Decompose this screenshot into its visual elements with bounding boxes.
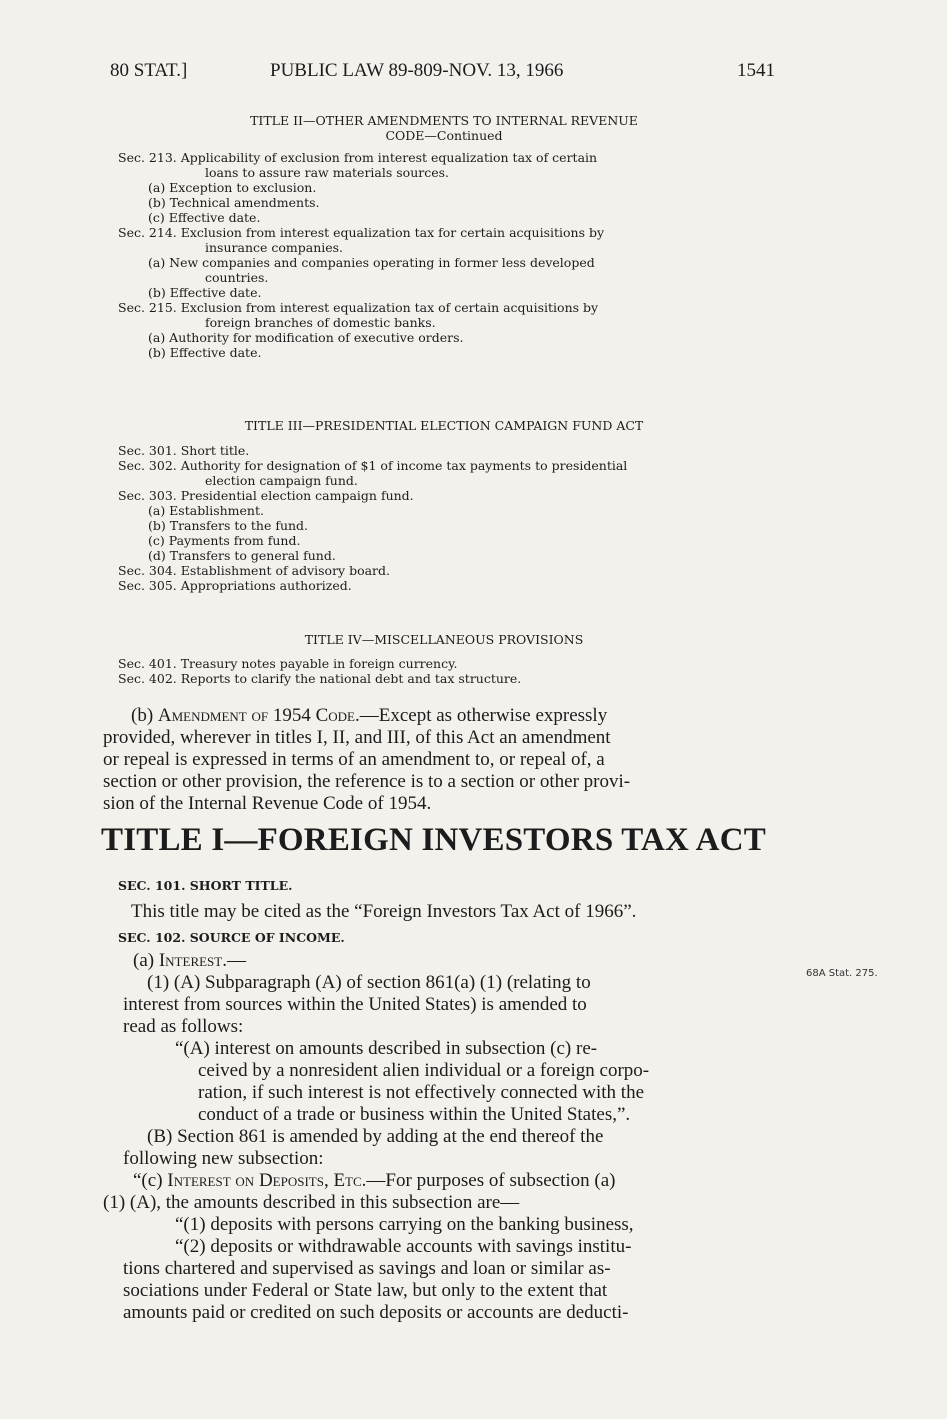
toc-item: Sec. 304. Establishment of advisory board. (118, 563, 391, 578)
toc-item: Sec. 305. Appropriations authorized. (118, 578, 352, 593)
toc-item: insurance companies. (205, 240, 344, 255)
amendment-line-3: or repeal is expressed in terms of an amendment to, or repeal of, a (103, 749, 605, 770)
amendment-line-5: sion of the Internal Revenue Code of 1954. (103, 793, 432, 814)
toc-item: Sec. 302. Authority for designation of $1 of income tax payments to presidential (118, 458, 628, 473)
toc-item: (b) Transfers to the fund. (148, 518, 309, 533)
sec-102-line-1: (1) (A) Subparagraph (A) of section 861(a) (1) (relating to (147, 972, 591, 993)
toc-item: (b) Effective date. (148, 345, 262, 360)
toc-item: (a) Exception to exclusion. (148, 180, 317, 195)
d-line-4: sociations under Federal or State law, but only to the extent that (123, 1280, 608, 1301)
toc-item: (b) Effective date. (148, 285, 262, 300)
toc-title-4-heading: TITLE IV—MISCELLANEOUS PROVISIONS (304, 632, 584, 647)
quote-line-3: ration, if such interest is not effectively connected with the (198, 1082, 645, 1103)
amendment-line-2: provided, wherever in titles I, II, and III, of this Act an amendment (103, 727, 611, 748)
toc-item: (c) Payments from fund. (148, 533, 301, 548)
b-line-2: following new subsection: (123, 1148, 324, 1169)
amendment-line-4: section or other provision, the reference is to a section or other provi- (103, 771, 631, 792)
toc-title-2-items (118, 150, 770, 360)
toc-title-4-items (118, 656, 770, 686)
b-line-1: (B) Section 861 is amended by adding at the end thereof the (147, 1126, 604, 1147)
quote-line-4: conduct of a trade or business within the United States,”. (198, 1104, 631, 1125)
toc-item: (b) Technical amendments. (148, 195, 320, 210)
d-line-3: tions chartered and supervised as savings and loan or similar as- (123, 1258, 611, 1279)
toc-item: (a) New companies and companies operating in former less developed (148, 255, 595, 270)
toc-item: (a) Authority for modification of executive orders. (148, 330, 464, 345)
toc-item: election campaign fund. (205, 473, 358, 488)
toc-title-3-heading: TITLE III—PRESIDENTIAL ELECTION CAMPAIGN FUND ACT (244, 418, 644, 433)
toc-item: Sec. 401. Treasury notes payable in foreign currency. (118, 656, 458, 671)
toc-item: foreign branches of domestic banks. (205, 315, 436, 330)
toc-item: (d) Transfers to general fund. (148, 548, 336, 563)
toc-title-3 (118, 418, 770, 593)
sec-102-line-2: interest from sources within the United States) is amended to (123, 994, 587, 1015)
margin-citation: 68A Stat. 275. (806, 968, 878, 979)
toc-item: Sec. 301. Short title. (118, 443, 250, 458)
toc-title-2-heading-2: CODE—Continued (385, 128, 503, 143)
toc-title-4 (118, 632, 770, 686)
toc-item: loans to assure raw materials sources. (205, 165, 450, 180)
d-line-5: amounts paid or credited on such deposits or accounts are deducti- (123, 1302, 629, 1323)
header-page-number: 1541 (737, 60, 775, 81)
toc-title-2-heading-1: TITLE II—OTHER AMENDMENTS TO INTERNAL REVENUE (250, 113, 638, 128)
amendment-paragraph (103, 705, 771, 815)
sec-102-body (103, 950, 771, 1324)
amendment-line-1: (b) Amendment of 1954 Code.—Except as otherwise expressly (131, 705, 608, 726)
toc-item: countries. (205, 270, 269, 285)
toc-item: Sec. 215. Exclusion from interest equalization tax of certain acquisitions by (118, 300, 599, 315)
sec-102-line-3: read as follows: (123, 1016, 244, 1037)
toc-title-2 (118, 113, 770, 360)
d-line-2: “(2) deposits or withdrawable accounts with savings institu- (175, 1236, 632, 1257)
quote-line-1: “(A) interest on amounts described in subsection (c) re- (175, 1038, 598, 1059)
sec-102-a-line: (a) Interest.— (133, 950, 246, 971)
toc-item: Sec. 402. Reports to clarify the national debt and tax structure. (118, 671, 522, 686)
page-header (110, 60, 775, 90)
sec-101-heading: SEC. 101. SHORT TITLE. (118, 878, 293, 893)
quote-line-2: ceived by a nonresident alien individual or a foreign corpo- (198, 1060, 650, 1081)
toc-item: Sec. 213. Applicability of exclusion from interest equalization tax of certain (118, 150, 598, 165)
c-line-1: “(c) Interest on Deposits, Etc.—For purposes of subsection (a) (133, 1170, 616, 1191)
sec-102-heading: SEC. 102. SOURCE OF INCOME. (118, 930, 345, 945)
header-volume: 80 STAT.] (110, 60, 188, 81)
toc-item: (a) Establishment. (148, 503, 264, 518)
toc-title-3-items (118, 443, 770, 593)
title-1-heading: TITLE I—FOREIGN INVESTORS TAX ACT (101, 822, 766, 858)
sec-101-text: This title may be cited as the “Foreign Investors Tax Act of 1966”. (131, 901, 637, 922)
toc-item: Sec. 214. Exclusion from interest equalization tax for certain acquisitions by (118, 225, 605, 240)
toc-item: (c) Effective date. (148, 210, 261, 225)
header-public-law: PUBLIC LAW 89-809-NOV. 13, 1966 (270, 60, 564, 81)
c-line-2: (1) (A), the amounts described in this subsection are— (103, 1192, 520, 1213)
d-line-1: “(1) deposits with persons carrying on the banking business, (175, 1214, 634, 1235)
toc-item: Sec. 303. Presidential election campaign fund. (118, 488, 414, 503)
